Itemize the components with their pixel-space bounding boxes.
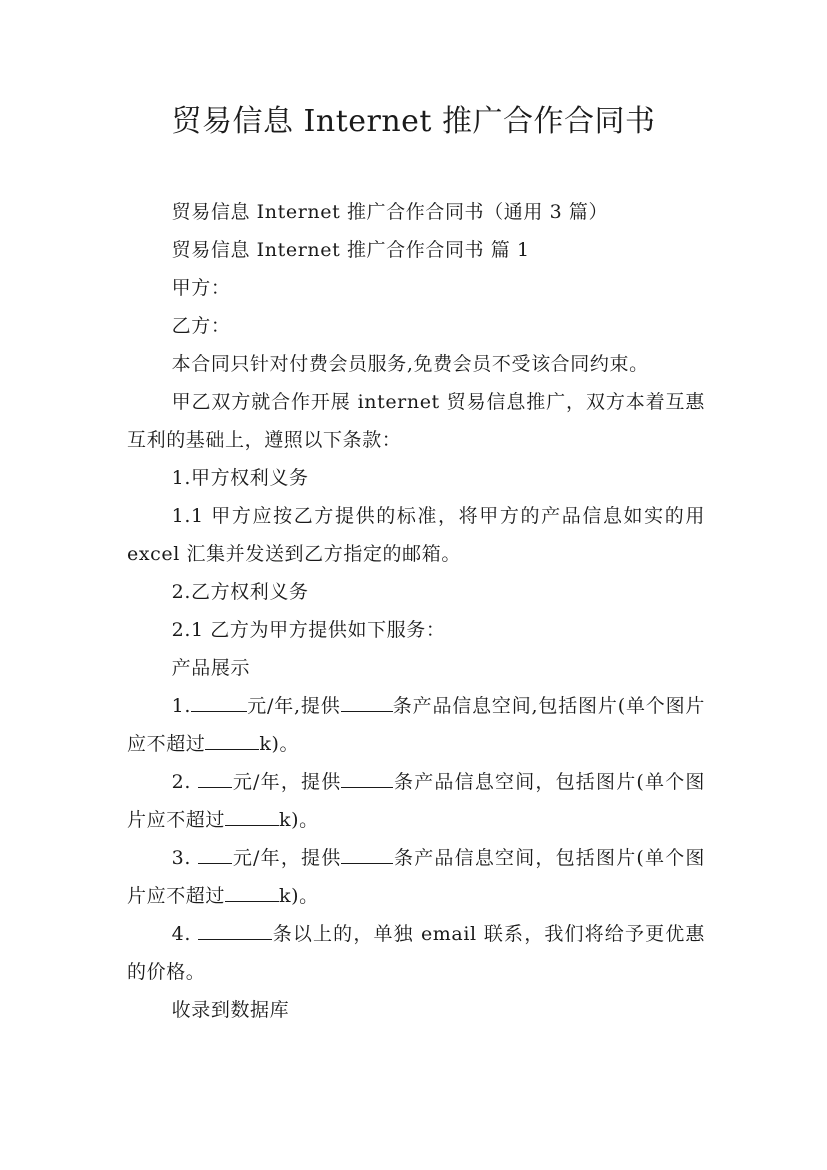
item-number: 3. xyxy=(171,847,199,869)
item-text: 元/年，提供 xyxy=(232,847,342,869)
blank-field xyxy=(198,915,272,940)
price-item-2 xyxy=(127,763,705,839)
paragraph-clause-1-1: 1.1 甲方应按乙方提供的标准，将甲方的产品信息如实的用 excel 汇集并发送到乙方指定的邮箱。 xyxy=(127,505,705,565)
paragraph-agreement: 甲乙双方就合作开展 internet 贸易信息推广，双方本着互惠互利的基础上，遵照以下条款： xyxy=(127,391,705,451)
blank-field xyxy=(191,687,247,712)
item-number: 4. xyxy=(171,923,199,945)
paragraph-section-heading: 贸易信息 Internet 推广合作合同书 篇 1 xyxy=(171,239,530,261)
paragraph-product-display: 产品展示 xyxy=(171,657,251,679)
blank-field xyxy=(205,725,259,750)
document-body xyxy=(127,193,705,1029)
blank-field xyxy=(341,839,393,864)
blank-field xyxy=(341,687,393,712)
item-text: 条产品信息空间，包括图片(单个图片应不超过 xyxy=(127,771,706,831)
item-text: k)。 xyxy=(279,809,319,831)
paragraph-party-b: 乙方： xyxy=(171,315,231,337)
price-item-1 xyxy=(127,687,705,763)
item-number: 2. xyxy=(171,771,199,793)
paragraph-database: 收录到数据库 xyxy=(171,999,290,1021)
item-text: 条产品信息空间，包括图片(单个图片应不超过 xyxy=(127,847,706,907)
document-title: 贸易信息 Internet 推广合作合同书 xyxy=(171,104,656,139)
item-text: k)。 xyxy=(279,885,319,907)
blank-field xyxy=(198,839,232,864)
item-text: 条产品信息空间,包括图片(单个图片应不超过 xyxy=(127,695,706,755)
blank-field xyxy=(225,801,279,826)
blank-field xyxy=(225,877,279,902)
item-number: 1. xyxy=(171,695,191,717)
paragraph-party-a: 甲方： xyxy=(171,277,231,299)
paragraph-clause-2-1: 2.1 乙方为甲方提供如下服务： xyxy=(171,619,446,641)
item-text: 元/年,提供 xyxy=(246,695,341,717)
price-item-3 xyxy=(127,839,705,915)
item-text: k)。 xyxy=(259,733,300,755)
blank-field xyxy=(198,763,232,788)
price-item-4 xyxy=(127,915,705,991)
paragraph-clause-1: 1.甲方权利义务 xyxy=(171,467,309,489)
paragraph-subtitle: 贸易信息 Internet 推广合作合同书（通用 3 篇） xyxy=(171,201,609,223)
paragraph-clause-2: 2.乙方权利义务 xyxy=(171,581,309,603)
item-text: 元/年，提供 xyxy=(232,771,342,793)
item-text: 条以上的，单独 email 联系，我们将给予更优惠的价格。 xyxy=(127,923,706,983)
paragraph-scope: 本合同只针对付费会员服务,免费会员不受该合同约束。 xyxy=(171,353,649,375)
blank-field xyxy=(341,763,393,788)
